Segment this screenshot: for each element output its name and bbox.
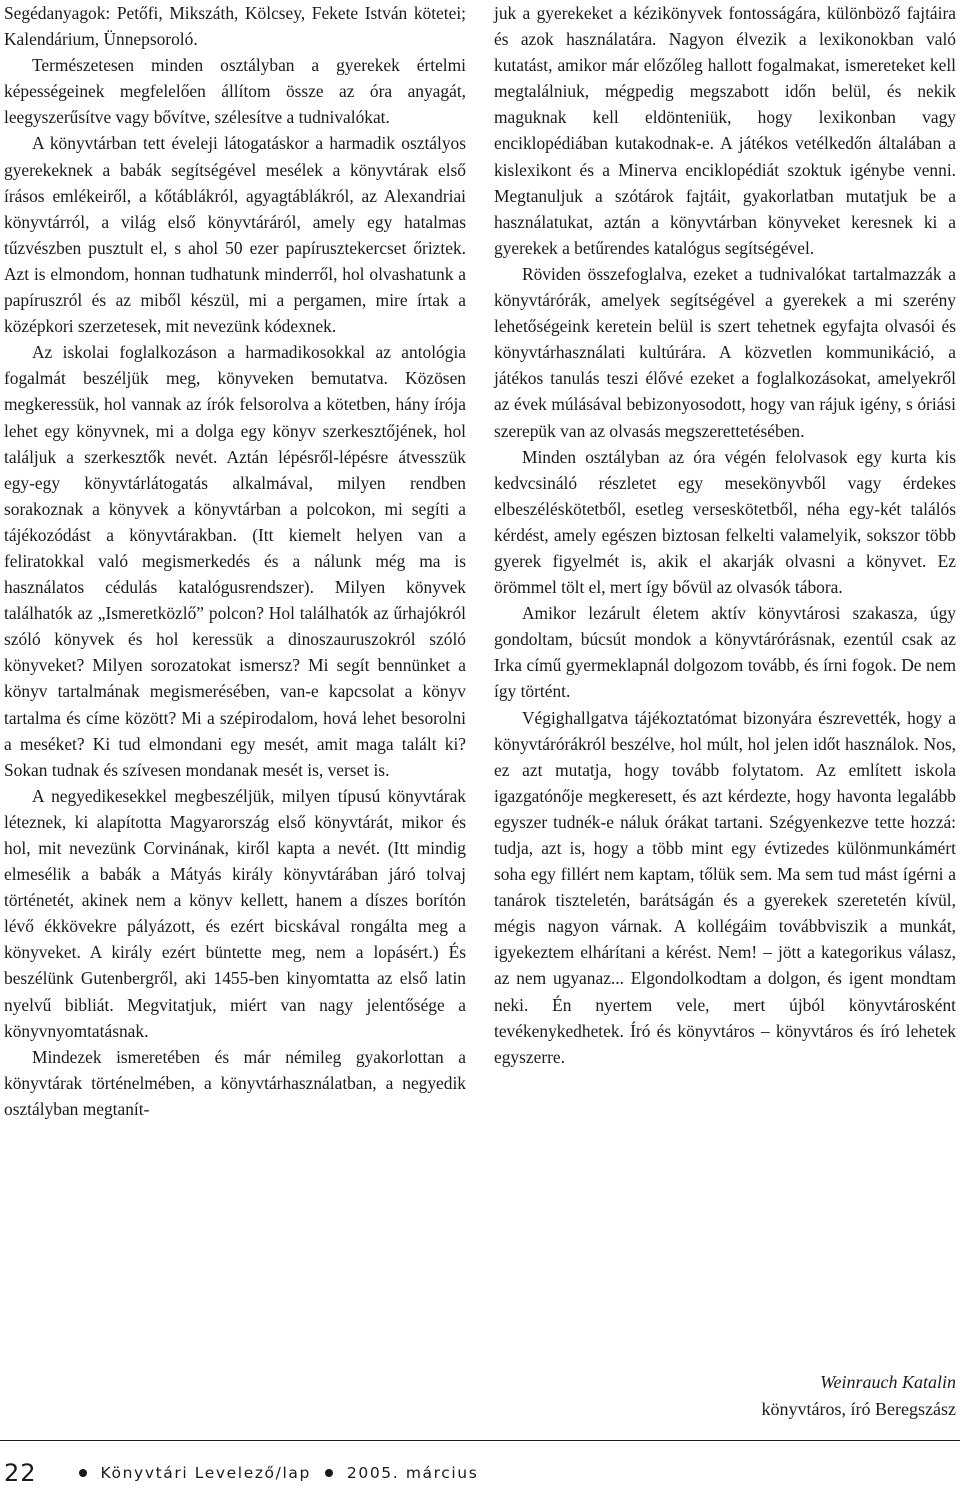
left-column xyxy=(4,0,466,1122)
author-name: Weinrauch Katalin xyxy=(820,1372,956,1392)
paragraph: juk a gyerekeket a kézikönyvek fontosságára, különböző fajtáira és azok használatára. Nagyon élvezik a lexikonokban való kutatást, amikor már előzőleg hallott fogalmakat, ismereteket kell megtalálniuk, mégpedig megszabott időn belül, és nekik maguknak kell eldönteniük, hogy lexikonban vagy enciklopédiában kutakodnak-e. A játékos vetélkedőn általában a kislexikont és a Minerva enciklopédiát szoktuk igénybe venni. Megtanuljuk a szótárok fajtáit, gyakorlatban mutatjuk be a használatukat, aztán a könyvtárban könyveket keresnek ki a gyerekek a betűrendes katalógus segítségével. xyxy=(494,3,956,258)
author-role: könyvtáros, író Beregszász xyxy=(761,1399,956,1419)
footer-divider xyxy=(0,1440,960,1441)
right-column xyxy=(494,0,956,1070)
author-signature xyxy=(494,1369,956,1423)
paragraph: Természetesen minden osztályban a gyerekek értelmi képességeinek megfelelően állítom össze az óra anyagát, leegyszerűsítve vagy bővítve, szélesítve a tudnivalókat. xyxy=(4,55,466,128)
paragraph: Amikor lezárult életem aktív könyvtárosi szakasza, úgy gondoltam, búcsút mondok a könyvtárórásnak, ezentúl csak az Irka című gyermeklapnál dolgozom tovább, és írni fogok. De nem így történt. xyxy=(494,603,956,702)
bullet-separator xyxy=(79,1469,87,1477)
journal-title: Könyvtári Levelező/lap xyxy=(100,1464,311,1482)
issue-date: 2005. március xyxy=(346,1464,479,1482)
paragraph: Mindezek ismeretében és már némileg gyakorlottan a könyvtárak történelmében, a könyvtárhasználatban, a negyedik osztályban megtanít- xyxy=(4,1046,466,1119)
paragraph: Az iskolai foglalkozáson a harmadikosokkal az antológia fogalmát beszéljük meg, könyveken bemutatva. Közösen megkeressük, hol vannak az írók felsorolva a kötetben, hány írója lehet egy könyvnek, mi a dolga egy könyv szerkesztőjének, hol találjuk a szerkesztők nevét. Aztán lépésről-lépésre átvesszük egy-egy könyvtárlátogatás alkalmával, milyen rendben sorakoznak a könyvek a könyvtárban a polcokon, mi segíti a tájékozódást a könyvtárakban. (Itt kiemelt helyen van a feliratokkal való megismerkedés és a nálunk még ma is használatos cédulás katalógusrendszer). Milyen könyvek találhatók az „Ismeretközlő” polcon? Hol találhatók az űrhajókról szóló könyvek és hol keressük a dinoszauruszokról szóló könyveket? Milyen sorozatokat ismersz? Mi segít bennünket a könyv tartalmának megismerésében, van-e kapcsolat a könyv tartalma és címe között? Mi a szépirodalom, hová lehet besorolni a meséket? Ki tud elmondani egy mesét, amit maga talált ki? Sokan tudnak és szívesen mondanak mesét is, verset is. xyxy=(4,342,466,780)
paragraph: Röviden összefoglalva, ezeket a tudnivalókat tartalmazzák a könyvtárórák, amelyek segítségével a gyerekek a mi szerény lehetőségeink keretein belül is szert tehetnek egyfajta olvasói és könyvtárhasználati kultúrára. A közvetlen kommunikáció, a játékos tanulás teszi élővé ezeket a foglalkozásokat, amelyekről az évek múlásával bebizonyosodott, hogy van rájuk igény, s óriási szerepük van az olvasás megszerettetésében. xyxy=(494,263,956,441)
paragraph: A negyedikesekkel megbeszéljük, milyen típusú könyvtárak léteznek, ki alapította Magyarország első könyvtárát, mikor és hol, mit nevezünk Corvinának, kiről kapta a nevét. (Itt mindig elmesélik a babák a Mátyás király könyvtárában járó tolvaj történetét, akinek nem a könyv kellett, hanem a díszes borítón lévő ékkövekre pályázott, és ezért bicskával rongálta meg a könyveket. A király ezért büntette meg, nem a lopásért.) És beszélünk Gutenbergről, aki 1455-ben kinyomtatta az első latin nyelvű bibliát. Megvitatjuk, miért van nagy jelentősége a könyvnyomtatásnak. xyxy=(4,785,466,1041)
paragraph: Segédanyagok: Petőfi, Mikszáth, Kölcsey, Fekete István kötetei; Kalendárium, Ünnepsoroló. xyxy=(4,3,466,50)
paragraph: A könyvtárban tett éveleji látogatáskor a harmadik osztályos gyerekeknek a babák segítségével mesélek a könyvtárak első írásos emlékeiről, a kőtáblákról, agyagtáblákról, az Alexandriai könyvtárról, a világ első könyvtáráról, amely egy hatalmas tűzvészben pusztult el, s ahol 50 ezer papírusztekercset őriztek. Azt is elmondom, honnan tudhatunk minderről, hol olvashatunk a papíruszról és az miből készül, mi a pergamen, mire írtak a középkori szerzetesek, mit nevezünk kódexnek. xyxy=(4,133,466,337)
page-footer xyxy=(4,1458,478,1488)
page-number: 22 xyxy=(4,1459,37,1487)
bullet-separator xyxy=(325,1469,333,1477)
paragraph: Minden osztályban az óra végén felolvasok egy kurta kis kedvcsináló részletet egy mesekönyvből vagy érdekes elbeszéléskötetből, esetleg verseskötetből, néha egy-két találós kérdést, amely egészen biztosan felkelti valamelyik, sokszor több gyerek figyelmét is, akik el akarják olvasni a könyvet. Ez örömmel tölt el, mert így bővül az olvasók tábora. xyxy=(494,446,956,598)
paragraph: Végighallgatva tájékoztatómat bizonyára észrevették, hogy a könyvtárórákról beszélve, hol múlt, hol jelen időt használok. Nos, ez azt mutatja, hogy tovább folytatom. Az említett iskola igazgatónője megkeresett, és azt kérdezte, hogy havonta legalább egyszer tudnék-e náluk órákat tartani. Szégyenkezve tette hozzá: tudja, azt is, hogy a több mint egy évtizedes különmunkámért soha egy fillért nem kaptam, tőlük sem. Ma sem tud mást ígérni a tanárok tiszteletén, barátságán és a gyerekek szeretetén kívül, mégis nagyon várnak. A kollégáim továbbviszik a munkát, igyekeztem elhárítani a kérést. Nem! – jött a kategorikus válasz, az nem ugyanaz... Elgondolkodtam a dolgon, és igent mondtam neki. Én nyertem vele, mert újból könyvtárosként tevékenykedhetek. Író és könyvtáros – könyvtáros és író lehetek egyszerre. xyxy=(494,707,956,1067)
